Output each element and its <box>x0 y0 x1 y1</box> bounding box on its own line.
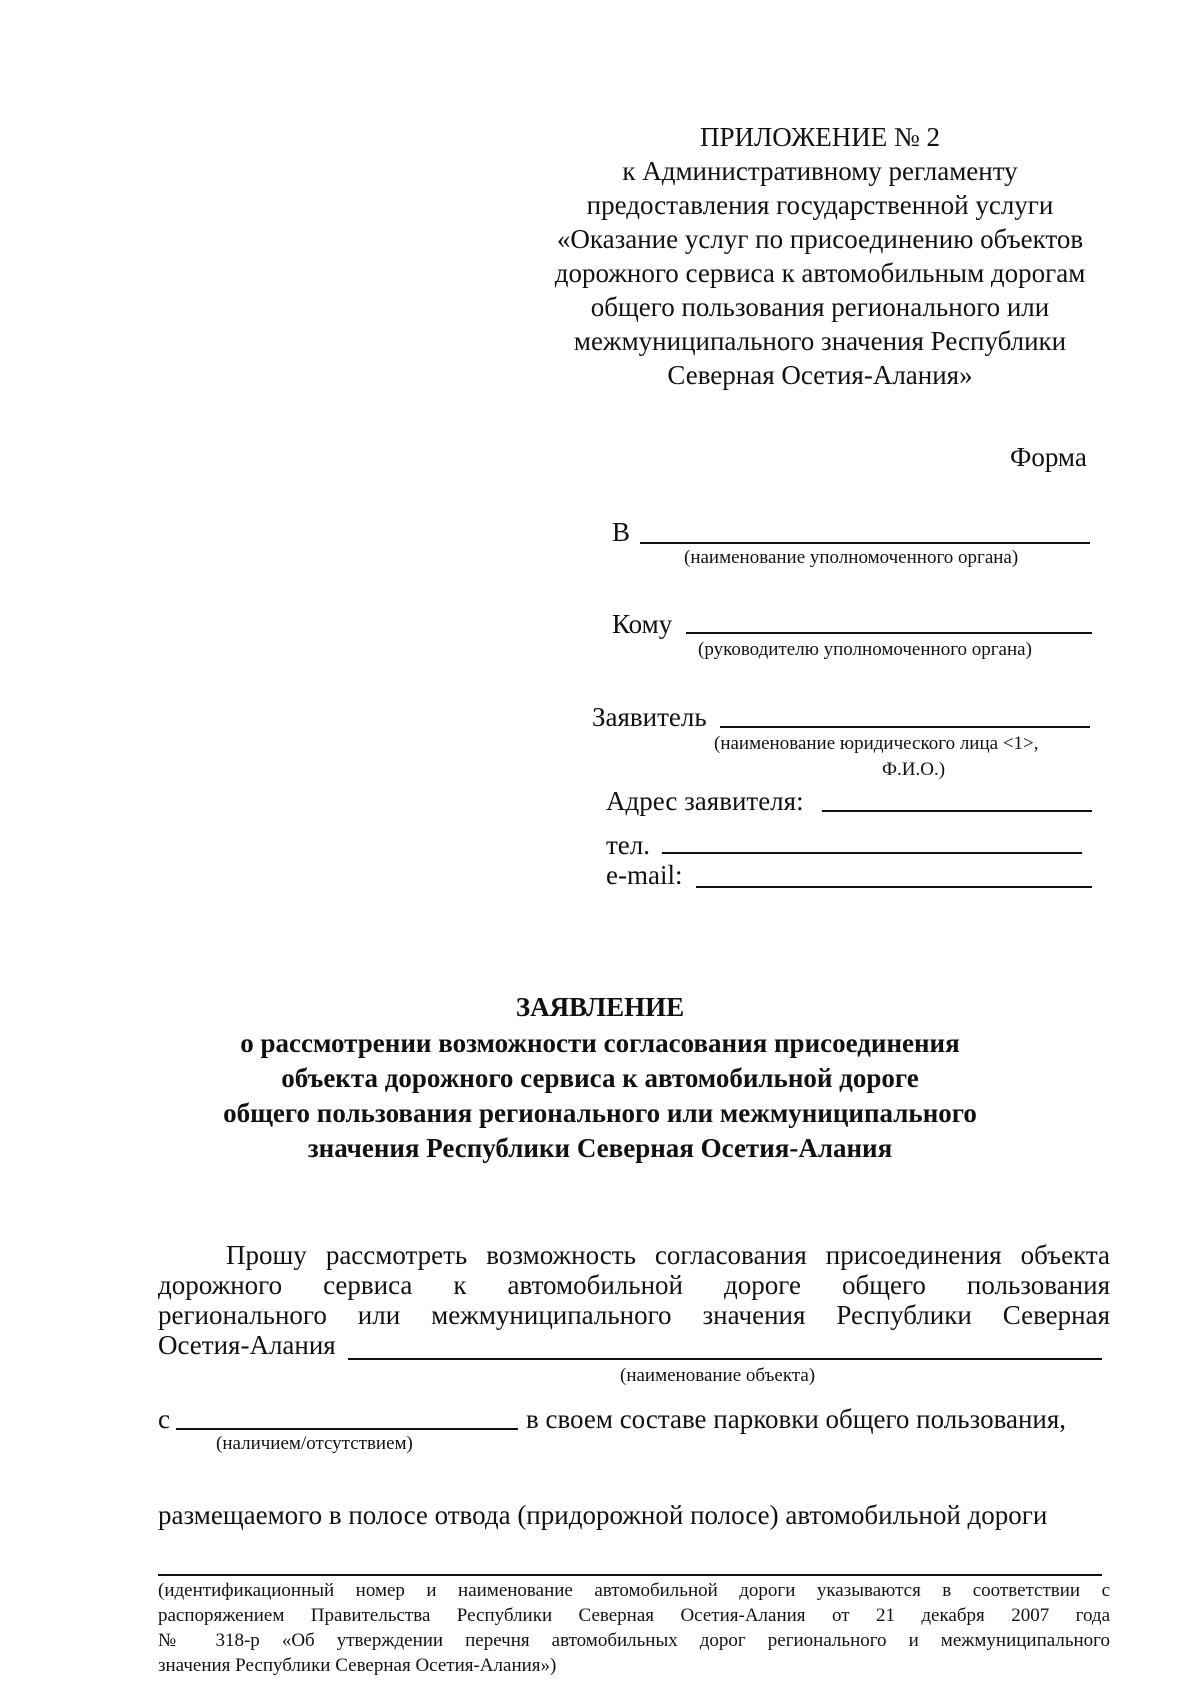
footnote-line: (идентификационный номер и наименование автомобильной дороги указываются в соответствии с <box>158 1580 1110 1601</box>
whom-label: Кому <box>612 609 673 639</box>
to-hint: (наименование уполномоченного органа) <box>684 547 1019 568</box>
whom-hint: (руководителю уполномоченного органа) <box>698 639 1032 660</box>
object-hint: (наименование объекта) <box>620 1365 816 1386</box>
appendix-line: ПРИЛОЖЕНИЕ № 2 <box>699 122 941 152</box>
subtitle-line: объекта дорожного сервиса к автомобильной дороге <box>281 1063 919 1093</box>
appendix-line: «Оказание услуг по присоединению объектов <box>556 224 1084 254</box>
email-input-line[interactable] <box>696 886 1092 888</box>
statement-subtitle <box>150 1026 1050 1166</box>
applicant-input-line[interactable] <box>720 726 1090 728</box>
form-label: Форма <box>1010 442 1087 472</box>
footnote-line: значения Республики Северная Осетия-Алания») <box>158 1655 557 1676</box>
footnote-line: № 318-р «Об утверждении перечня автомобильных дорог регионального и межмуниципального <box>158 1630 1110 1651</box>
body-line-4-prefix: Осетия-Алания <box>158 1330 336 1360</box>
email-label: e-mail: <box>606 860 683 890</box>
footnote <box>158 1578 1110 1678</box>
appendix-header <box>530 120 1110 392</box>
subtitle-line: общего пользования регионального или межмуниципального <box>223 1098 977 1128</box>
to-label: В <box>612 517 631 547</box>
subtitle-line: значения Республики Северная Осетия-Алания <box>307 1133 893 1163</box>
applicant-hint: (наименование юридического лица <1>, <box>714 733 1039 754</box>
with-input-line[interactable] <box>176 1428 518 1430</box>
appendix-line: дорожного сервиса к автомобильным дорогам <box>554 258 1086 288</box>
applicant-label: Заявитель <box>592 702 707 732</box>
with-hint: (наличием/отсутствием) <box>216 1433 413 1454</box>
address-label: Адрес заявителя: <box>606 786 804 816</box>
with-suffix: в своем составе парковки общего пользования, <box>526 1404 1067 1434</box>
subtitle-line: о рассмотрении возможности согласования присоединения <box>240 1028 960 1058</box>
body-line-3: регионального или межмуниципального значения Республики Северная <box>158 1300 1110 1330</box>
body-line-2: дорожного сервиса к автомобильной дороге общего пользования <box>158 1270 1110 1300</box>
whom-input-line[interactable] <box>686 632 1092 634</box>
body-line-1: Прошу рассмотреть возможность согласования присоединения объекта <box>226 1240 1110 1270</box>
road-input-line[interactable] <box>158 1574 1102 1576</box>
applicant-hint-fio: Ф.И.О.) <box>882 759 946 780</box>
statement-title: ЗАЯВЛЕНИЕ <box>515 992 685 1022</box>
appendix-line: межмуниципального значения Республики <box>573 326 1067 356</box>
appendix-line: предоставления государственной услуги <box>586 190 1054 220</box>
with-prefix: с <box>158 1404 170 1434</box>
phone-label: тел. <box>606 830 651 860</box>
appendix-line: Северная Осетия-Алания» <box>667 360 973 390</box>
address-input-line[interactable] <box>822 810 1092 812</box>
placed-line: размещаемого в полосе отвода (придорожной полосе) автомобильной дороги <box>158 1500 1048 1530</box>
phone-input-line[interactable] <box>662 852 1082 854</box>
footnote-line: распоряжением Правительства Республики Северная Осетия-Алания от 21 декабря 2007 года <box>158 1605 1110 1626</box>
appendix-line: к Административному регламенту <box>622 156 1018 186</box>
to-input-line[interactable] <box>640 542 1090 544</box>
object-input-line[interactable] <box>348 1358 1102 1360</box>
appendix-line: общего пользования регионального или <box>590 292 1050 322</box>
